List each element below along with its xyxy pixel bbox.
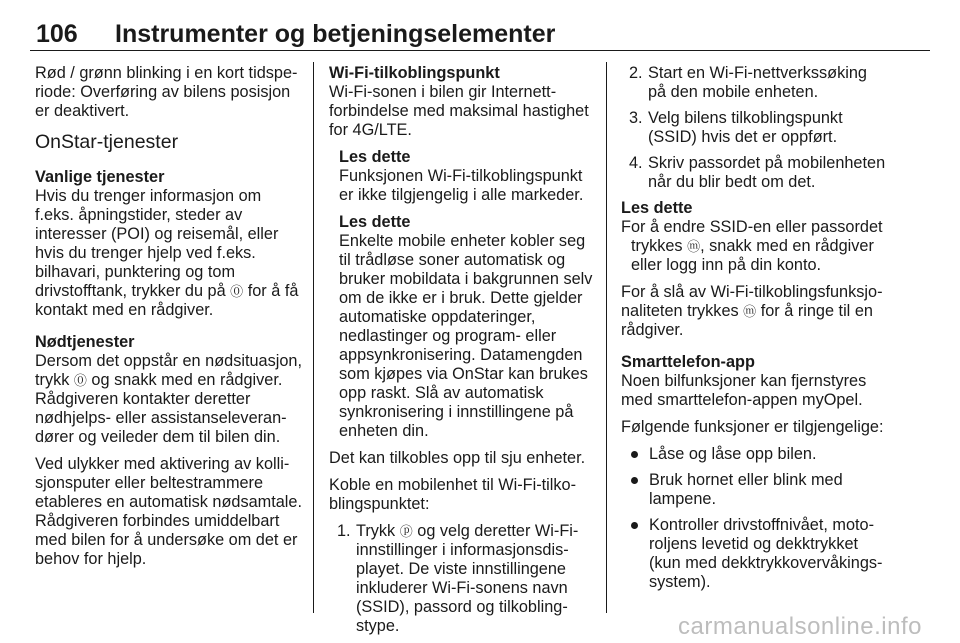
wifi-paragraph: Wi-Fi-sonen i bilen gir Internettforbindelse med maksimal hastighet for 4G/LTE. bbox=[329, 83, 589, 139]
step-text: Skriv passordet på mobilenheten når du blir bedt om det. bbox=[648, 154, 886, 191]
bullet-icon bbox=[631, 477, 638, 484]
connect-paragraph: Koble en mobilenhet til Wi-Fi-tilkoblingspunktet: bbox=[329, 476, 577, 513]
note-box bbox=[329, 213, 597, 441]
section-heading-onstar: OnStar-tjenester bbox=[35, 131, 179, 153]
bullet-icon bbox=[631, 451, 638, 458]
functions-intro: Følgende funksjoner er tilgjengelige: bbox=[621, 418, 884, 436]
note-title: Les dette bbox=[339, 148, 411, 166]
list-item bbox=[621, 516, 889, 592]
step-text: Velg bilens tilkoblingspunkt (SSID) hvis det er oppført. bbox=[648, 109, 843, 146]
step-text: Start en Wi-Fi-nettverkssøking på den mobile enheten. bbox=[648, 64, 867, 101]
column-2 bbox=[329, 64, 597, 643]
step-number: 1. bbox=[337, 522, 351, 540]
note-box bbox=[621, 199, 889, 275]
list-item bbox=[621, 64, 889, 102]
watermark: carmanualsonline.info bbox=[678, 613, 922, 640]
note-title: Les dette bbox=[339, 213, 411, 231]
phone-button-icon: ⓟ bbox=[399, 524, 413, 539]
smartphone-paragraph: Noen bilfunksjoner kan fjernstyres med smarttelefon-appen myOpel. bbox=[621, 372, 867, 409]
subheading-wifi: Wi-Fi-tilkoblingspunkt bbox=[329, 64, 500, 82]
column-divider bbox=[313, 62, 314, 613]
bullet-icon bbox=[631, 522, 638, 529]
onstar-button-icon: ⓜ bbox=[687, 239, 701, 254]
page-header bbox=[30, 0, 930, 51]
standard-services-paragraph: Hvis du trenger informasjon om f.eks. åpningstider, steder av interesser (POI) og reisemål, eller hvis du trenger hjelp ved f.eks. bilhavari, punktering og tom drivstofftank, trykker du på ⓪ for å få kontakt med en rådgiver. bbox=[35, 187, 299, 319]
column-divider bbox=[606, 62, 607, 613]
note-text: Funksjonen Wi-Fi-tilkoblingspunkt er ikke tilgjengelig i alle markeder. bbox=[339, 167, 584, 204]
note-text: For å endre SSID-en eller passordet trykkes ⓜ, snakk med en rådgiver eller logg inn på din konto. bbox=[621, 218, 883, 274]
bullet-text: Låse og låse opp bilen. bbox=[649, 445, 817, 463]
bullet-text: Bruk hornet eller blink med lampene. bbox=[649, 471, 843, 508]
devices-paragraph: Det kan tilkobles opp til sju enheter. bbox=[329, 449, 586, 467]
list-item bbox=[621, 445, 889, 464]
subheading-smartphone-app: Smarttelefon-app bbox=[621, 353, 755, 371]
emergency-button-icon: ⓪ bbox=[73, 373, 87, 388]
step-number: 4. bbox=[629, 154, 643, 172]
column-3 bbox=[621, 64, 889, 599]
page-number: 106 bbox=[36, 20, 78, 48]
intro-paragraph: Rød / grønn blinking i en kort tidsperiode: Overføring av bilens posisjon er deaktivert. bbox=[35, 64, 298, 120]
subheading-standard-services: Vanlige tjenester bbox=[35, 168, 165, 186]
onstar-button-icon: ⓜ bbox=[743, 304, 757, 319]
bullet-text: Kontroller drivstoffnivået, motoroljens levetid og dekktrykket (kun med dekktrykkovervåkingssystem). bbox=[649, 516, 883, 591]
emergency-paragraph: Dersom det oppstår en nødsituasjon, trykk ⓪ og snakk med en rådgiver. Rådgiveren kontakter deretter nødhjelps- eller assistanseleverandører og veileder dem til bilen din. bbox=[35, 352, 302, 446]
note-title: Les dette bbox=[621, 199, 693, 217]
list-item bbox=[621, 154, 889, 192]
page-title: Instrumenter og betjeningselementer bbox=[115, 20, 556, 48]
subheading-emergency: Nødtjenester bbox=[35, 333, 135, 351]
list-item: 1. Trykk ⓟ og velg deretter Wi-Fi-innstillinger i informasjonsdisplayet. De viste innstillingene inkluderer Wi-Fi-sonens navn (SSID), passord og tilkoblingstype. bbox=[337, 522, 579, 635]
list-item bbox=[621, 109, 889, 147]
step-number: 3. bbox=[629, 109, 643, 127]
step-number: 2. bbox=[629, 64, 643, 82]
deactivate-paragraph: For å slå av Wi-Fi-tilkoblingsfunksjonaliteten trykkes ⓜ for å ringe til en rådgiver. bbox=[621, 283, 883, 339]
note-box bbox=[329, 148, 597, 205]
list-item bbox=[621, 471, 889, 509]
onstar-button-icon: ⓪ bbox=[230, 284, 244, 299]
crash-paragraph: Ved ulykker med aktivering av kollisjonsputer eller beltestrammere etableres en automatisk nødsamtale. Rådgiveren forbindes umiddelbart med bilen for å undersøke om det er behov for hjelp. bbox=[35, 455, 302, 568]
column-1 bbox=[35, 64, 303, 577]
note-text: Enkelte mobile enheter kobler seg til trådløse soner automatisk og bruker mobildata i bakgrunnen selv om de ikke er i bruk. Dette gjelder automatiske oppdateringer, nedlastinger og program- eller appsynkronisering. Datamengden som kjøpes via OnStar kan brukes opp raskt. Slå av automatisk synkronisering i innstillingene på enheten din. bbox=[339, 232, 593, 440]
